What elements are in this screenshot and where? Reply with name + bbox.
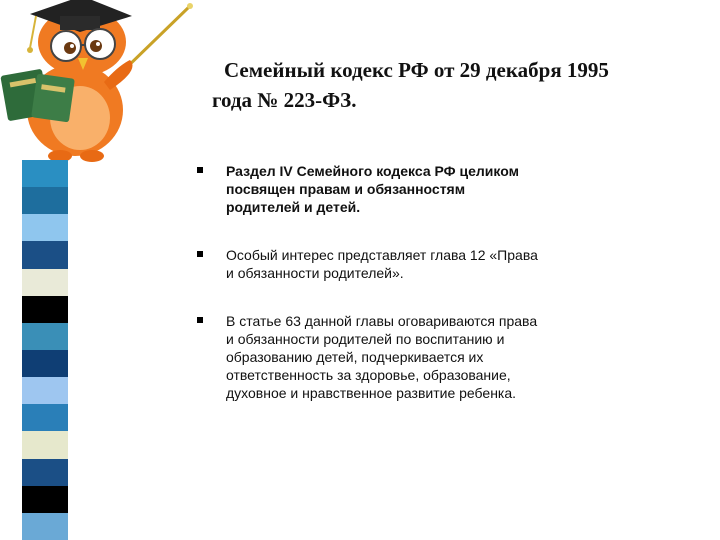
stripe-segment	[22, 431, 68, 458]
stripe-segment	[22, 214, 68, 241]
bullet-item	[197, 312, 537, 402]
stripe-segment	[22, 160, 68, 187]
slide-title-line-2: года № 223-ФЗ.	[212, 88, 357, 112]
stripe-segment	[22, 486, 68, 513]
stripe-segment	[22, 269, 68, 296]
slide-title-line-1: Семейный кодекс РФ от 29 декабря 1995	[224, 58, 609, 82]
decorative-stripe-bar	[22, 160, 68, 540]
stripe-segment	[22, 296, 68, 323]
stripe-segment	[22, 404, 68, 431]
stripe-segment	[22, 459, 68, 486]
owl-mascot-illustration	[0, 0, 200, 165]
bullet-square-icon	[197, 317, 203, 323]
stripe-segment	[22, 513, 68, 540]
stripe-segment	[22, 187, 68, 214]
bullet-text: Раздел IV Семейного кодекса РФ целиком посвящен правам и обязанностям родителей и детей.	[226, 163, 519, 215]
stripe-segment	[22, 377, 68, 404]
bullet-text: В статье 63 данной главы оговариваются права и обязанности родителей по воспитанию и образованию детей, подчеркивается их ответственность за здоровье, образование, духовное и нравственное развитие ребенка.	[226, 313, 538, 401]
bullet-item	[197, 162, 519, 216]
stripe-segment	[22, 323, 68, 350]
bullet-square-icon	[197, 251, 203, 257]
bullet-item	[197, 246, 538, 282]
bullet-square-icon	[197, 167, 203, 173]
slide-title	[200, 55, 680, 115]
bullet-text: Особый интерес представляет глава 12 «Права и обязанности родителей».	[226, 247, 538, 281]
stripe-segment	[22, 350, 68, 377]
stripe-segment	[22, 241, 68, 268]
pointer-stick	[122, 6, 190, 72]
